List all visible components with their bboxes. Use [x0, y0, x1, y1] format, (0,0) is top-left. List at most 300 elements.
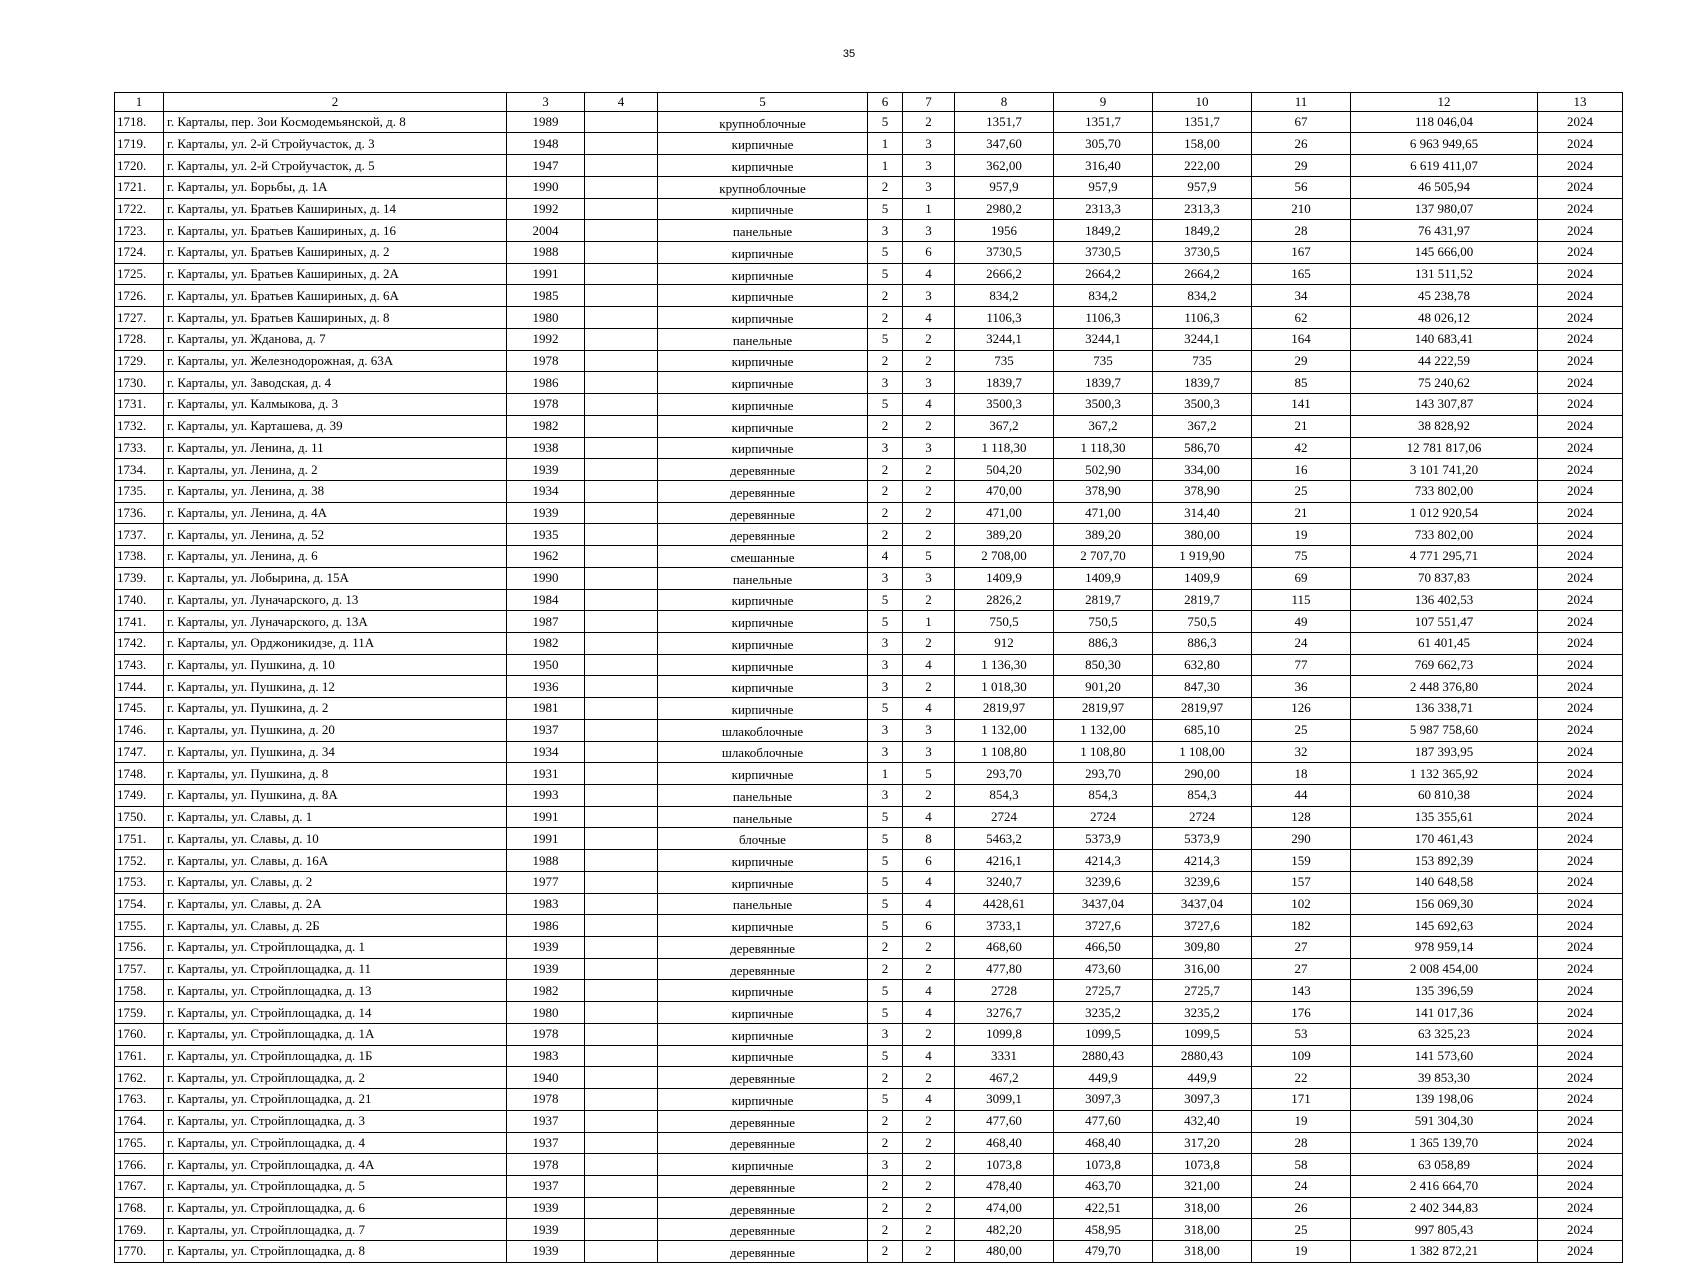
- cost-cell: 45 238,78: [1351, 285, 1538, 307]
- table-row: [115, 1089, 1623, 1111]
- address-cell: г. Карталы, ул. Пушкина, д. 34: [164, 741, 507, 763]
- blank-cell: [585, 1175, 658, 1197]
- wall-material-cell: кирпичные: [658, 850, 868, 872]
- area-owned-cell: 957,9: [1153, 176, 1252, 198]
- build-year-cell: 1991: [507, 828, 585, 850]
- residents-cell: 157: [1252, 871, 1351, 893]
- year-cell: 2024: [1538, 220, 1623, 242]
- floors-cell: 1: [868, 155, 903, 177]
- floors-cell: 3: [868, 785, 903, 807]
- wall-material-cell: кирпичные: [658, 242, 868, 264]
- residential-area-cell: 2819,97: [1054, 698, 1153, 720]
- residents-cell: 67: [1252, 111, 1351, 133]
- residential-area-cell: 3244,1: [1054, 328, 1153, 350]
- area-owned-cell: 847,30: [1153, 676, 1252, 698]
- area-owned-cell: 2819,97: [1153, 698, 1252, 720]
- blank-cell: [585, 937, 658, 959]
- build-year-cell: 1981: [507, 698, 585, 720]
- wall-material-cell: деревянные: [658, 459, 868, 481]
- row-number-cell: 1729.: [115, 350, 164, 372]
- wall-material-cell: шлакоблочные: [658, 719, 868, 741]
- wall-material-cell: панельные: [658, 328, 868, 350]
- area-owned-cell: 316,00: [1153, 958, 1252, 980]
- row-number-cell: 1744.: [115, 676, 164, 698]
- total-area-cell: 4216,1: [955, 850, 1054, 872]
- build-year-cell: 1983: [507, 1045, 585, 1067]
- area-owned-cell: 3500,3: [1153, 394, 1252, 416]
- residential-area-cell: 3500,3: [1054, 394, 1153, 416]
- residential-area-cell: 735: [1054, 350, 1153, 372]
- residential-area-cell: 901,20: [1054, 676, 1153, 698]
- row-number-cell: 1758.: [115, 980, 164, 1002]
- area-owned-cell: 317,20: [1153, 1132, 1252, 1154]
- total-area-cell: 468,40: [955, 1132, 1054, 1154]
- entrances-cell: 2: [903, 1110, 955, 1132]
- total-area-cell: 471,00: [955, 502, 1054, 524]
- blank-cell: [585, 220, 658, 242]
- entrances-cell: 2: [903, 1067, 955, 1089]
- total-area-cell: 504,20: [955, 459, 1054, 481]
- area-owned-cell: 2725,7: [1153, 980, 1252, 1002]
- floors-cell: 3: [868, 220, 903, 242]
- area-owned-cell: 1106,3: [1153, 307, 1252, 329]
- floors-cell: 5: [868, 242, 903, 264]
- residents-cell: 164: [1252, 328, 1351, 350]
- residential-area-cell: 2819,7: [1054, 589, 1153, 611]
- build-year-cell: 1939: [507, 1241, 585, 1263]
- residents-cell: 167: [1252, 242, 1351, 264]
- total-area-cell: 1409,9: [955, 567, 1054, 589]
- address-cell: г. Карталы, ул. Славы, д. 2Б: [164, 915, 507, 937]
- area-owned-cell: 3235,2: [1153, 1002, 1252, 1024]
- wall-material-cell: кирпичные: [658, 763, 868, 785]
- year-cell: 2024: [1538, 1089, 1623, 1111]
- cost-cell: 3 101 741,20: [1351, 459, 1538, 481]
- cost-cell: 187 393,95: [1351, 741, 1538, 763]
- total-area-cell: 480,00: [955, 1241, 1054, 1263]
- cost-cell: 39 853,30: [1351, 1067, 1538, 1089]
- year-cell: 2024: [1538, 1154, 1623, 1176]
- total-area-cell: 735: [955, 350, 1054, 372]
- blank-cell: [585, 806, 658, 828]
- year-cell: 2024: [1538, 328, 1623, 350]
- wall-material-cell: деревянные: [658, 1241, 868, 1263]
- entrances-cell: 1: [903, 611, 955, 633]
- floors-cell: 2: [868, 524, 903, 546]
- residential-area-cell: 458,95: [1054, 1219, 1153, 1241]
- cost-cell: 135 355,61: [1351, 806, 1538, 828]
- table-row: [115, 502, 1623, 524]
- address-cell: г. Карталы, ул. Ленина, д. 2: [164, 459, 507, 481]
- area-owned-cell: 1849,2: [1153, 220, 1252, 242]
- residents-cell: 102: [1252, 893, 1351, 915]
- column-header: 5: [658, 93, 868, 112]
- cost-cell: 733 802,00: [1351, 480, 1538, 502]
- cost-cell: 48 026,12: [1351, 307, 1538, 329]
- entrances-cell: 2: [903, 502, 955, 524]
- blank-cell: [585, 632, 658, 654]
- cost-cell: 1 382 872,21: [1351, 1241, 1538, 1263]
- residents-cell: 16: [1252, 459, 1351, 481]
- build-year-cell: 1978: [507, 1089, 585, 1111]
- blank-cell: [585, 394, 658, 416]
- entrances-cell: 5: [903, 763, 955, 785]
- wall-material-cell: кирпичные: [658, 632, 868, 654]
- year-cell: 2024: [1538, 307, 1623, 329]
- total-area-cell: 3276,7: [955, 1002, 1054, 1024]
- total-area-cell: 478,40: [955, 1175, 1054, 1197]
- residents-cell: 36: [1252, 676, 1351, 698]
- blank-cell: [585, 1089, 658, 1111]
- row-number-cell: 1725.: [115, 263, 164, 285]
- wall-material-cell: деревянные: [658, 937, 868, 959]
- row-number-cell: 1755.: [115, 915, 164, 937]
- address-cell: г. Карталы, ул. Пушкина, д. 8: [164, 763, 507, 785]
- blank-cell: [585, 828, 658, 850]
- floors-cell: 2: [868, 1241, 903, 1263]
- build-year-cell: 1940: [507, 1067, 585, 1089]
- blank-cell: [585, 719, 658, 741]
- row-number-cell: 1761.: [115, 1045, 164, 1067]
- entrances-cell: 4: [903, 1089, 955, 1111]
- year-cell: 2024: [1538, 1067, 1623, 1089]
- residential-area-cell: 2313,3: [1054, 198, 1153, 220]
- cost-cell: 4 771 295,71: [1351, 546, 1538, 568]
- blank-cell: [585, 1219, 658, 1241]
- area-owned-cell: 367,2: [1153, 415, 1252, 437]
- row-number-cell: 1724.: [115, 242, 164, 264]
- address-cell: г. Карталы, ул. Стройплощадка, д. 3: [164, 1110, 507, 1132]
- floors-cell: 3: [868, 437, 903, 459]
- year-cell: 2024: [1538, 937, 1623, 959]
- table-row: [115, 589, 1623, 611]
- entrances-cell: 2: [903, 524, 955, 546]
- total-area-cell: 1 018,30: [955, 676, 1054, 698]
- year-cell: 2024: [1538, 654, 1623, 676]
- build-year-cell: 1987: [507, 611, 585, 633]
- area-owned-cell: 449,9: [1153, 1067, 1252, 1089]
- residential-area-cell: 293,70: [1054, 763, 1153, 785]
- residents-cell: 77: [1252, 654, 1351, 676]
- address-cell: г. Карталы, ул. Братьев Кашириных, д. 2: [164, 242, 507, 264]
- row-number-cell: 1727.: [115, 307, 164, 329]
- residential-area-cell: 1 118,30: [1054, 437, 1153, 459]
- total-area-cell: 389,20: [955, 524, 1054, 546]
- total-area-cell: 1351,7: [955, 111, 1054, 133]
- floors-cell: 3: [868, 1154, 903, 1176]
- floors-cell: 2: [868, 1067, 903, 1089]
- row-number-cell: 1760.: [115, 1023, 164, 1045]
- wall-material-cell: панельные: [658, 785, 868, 807]
- entrances-cell: 2: [903, 1197, 955, 1219]
- residential-area-cell: 957,9: [1054, 176, 1153, 198]
- residential-area-cell: 1839,7: [1054, 372, 1153, 394]
- build-year-cell: 1990: [507, 567, 585, 589]
- residents-cell: 75: [1252, 546, 1351, 568]
- residential-area-cell: 471,00: [1054, 502, 1153, 524]
- floors-cell: 1: [868, 763, 903, 785]
- total-area-cell: 468,60: [955, 937, 1054, 959]
- build-year-cell: 1993: [507, 785, 585, 807]
- floors-cell: 2: [868, 937, 903, 959]
- table-row: [115, 1197, 1623, 1219]
- address-cell: г. Карталы, ул. Лобырина, д. 15А: [164, 567, 507, 589]
- area-owned-cell: 1 919,90: [1153, 546, 1252, 568]
- row-number-cell: 1748.: [115, 763, 164, 785]
- residents-cell: 44: [1252, 785, 1351, 807]
- address-cell: г. Карталы, ул. Калмыкова, д. 3: [164, 394, 507, 416]
- total-area-cell: 2724: [955, 806, 1054, 828]
- area-owned-cell: 3730,5: [1153, 242, 1252, 264]
- row-number-cell: 1751.: [115, 828, 164, 850]
- floors-cell: 3: [868, 676, 903, 698]
- total-area-cell: 1073,8: [955, 1154, 1054, 1176]
- address-cell: г. Карталы, ул. Братьев Кашириных, д. 2А: [164, 263, 507, 285]
- build-year-cell: 2004: [507, 220, 585, 242]
- entrances-cell: 3: [903, 220, 955, 242]
- address-cell: г. Карталы, ул. Братьев Кашириных, д. 16: [164, 220, 507, 242]
- blank-cell: [585, 785, 658, 807]
- year-cell: 2024: [1538, 437, 1623, 459]
- row-number-cell: 1740.: [115, 589, 164, 611]
- cost-cell: 997 805,43: [1351, 1219, 1538, 1241]
- total-area-cell: 1 118,30: [955, 437, 1054, 459]
- floors-cell: 3: [868, 719, 903, 741]
- cost-cell: 143 307,87: [1351, 394, 1538, 416]
- floors-cell: 5: [868, 198, 903, 220]
- build-year-cell: 1990: [507, 176, 585, 198]
- area-owned-cell: 2664,2: [1153, 263, 1252, 285]
- build-year-cell: 1939: [507, 1197, 585, 1219]
- floors-cell: 2: [868, 958, 903, 980]
- row-number-cell: 1769.: [115, 1219, 164, 1241]
- table-row: [115, 850, 1623, 872]
- build-year-cell: 1935: [507, 524, 585, 546]
- total-area-cell: 2728: [955, 980, 1054, 1002]
- floors-cell: 5: [868, 893, 903, 915]
- build-year-cell: 1988: [507, 850, 585, 872]
- blank-cell: [585, 1154, 658, 1176]
- area-owned-cell: 2313,3: [1153, 198, 1252, 220]
- total-area-cell: 2826,2: [955, 589, 1054, 611]
- blank-cell: [585, 285, 658, 307]
- cost-cell: 140 683,41: [1351, 328, 1538, 350]
- residential-area-cell: 3235,2: [1054, 1002, 1153, 1024]
- table-row: [115, 437, 1623, 459]
- address-cell: г. Карталы, ул. Жданова, д. 7: [164, 328, 507, 350]
- table-row: [115, 632, 1623, 654]
- address-cell: г. Карталы, пер. Зои Космодемьянской, д. 8: [164, 111, 507, 133]
- cost-cell: 141 017,36: [1351, 1002, 1538, 1024]
- area-owned-cell: 1099,5: [1153, 1023, 1252, 1045]
- column-header: 9: [1054, 93, 1153, 112]
- row-number-cell: 1763.: [115, 1089, 164, 1111]
- table-row: [115, 806, 1623, 828]
- blank-cell: [585, 893, 658, 915]
- entrances-cell: 3: [903, 741, 955, 763]
- build-year-cell: 1937: [507, 1175, 585, 1197]
- blank-cell: [585, 676, 658, 698]
- residential-area-cell: 886,3: [1054, 632, 1153, 654]
- area-owned-cell: 334,00: [1153, 459, 1252, 481]
- entrances-cell: 4: [903, 871, 955, 893]
- residents-cell: 290: [1252, 828, 1351, 850]
- entrances-cell: 4: [903, 1002, 955, 1024]
- year-cell: 2024: [1538, 589, 1623, 611]
- residents-cell: 128: [1252, 806, 1351, 828]
- row-number-cell: 1728.: [115, 328, 164, 350]
- address-cell: г. Карталы, ул. Пушкина, д. 10: [164, 654, 507, 676]
- residential-area-cell: 502,90: [1054, 459, 1153, 481]
- floors-cell: 5: [868, 394, 903, 416]
- residents-cell: 18: [1252, 763, 1351, 785]
- entrances-cell: 6: [903, 242, 955, 264]
- year-cell: 2024: [1538, 394, 1623, 416]
- wall-material-cell: смешанные: [658, 546, 868, 568]
- total-area-cell: 367,2: [955, 415, 1054, 437]
- column-header: 3: [507, 93, 585, 112]
- build-year-cell: 1992: [507, 198, 585, 220]
- floors-cell: 3: [868, 567, 903, 589]
- residents-cell: 69: [1252, 567, 1351, 589]
- blank-cell: [585, 915, 658, 937]
- wall-material-cell: деревянные: [658, 1175, 868, 1197]
- area-owned-cell: 378,90: [1153, 480, 1252, 502]
- cost-cell: 2 416 664,70: [1351, 1175, 1538, 1197]
- blank-cell: [585, 133, 658, 155]
- blank-cell: [585, 871, 658, 893]
- wall-material-cell: кирпичные: [658, 133, 868, 155]
- build-year-cell: 1939: [507, 459, 585, 481]
- area-owned-cell: 3437,04: [1153, 893, 1252, 915]
- table-row: [115, 915, 1623, 937]
- wall-material-cell: кирпичные: [658, 611, 868, 633]
- entrances-cell: 2: [903, 1154, 955, 1176]
- residents-cell: 19: [1252, 1110, 1351, 1132]
- year-cell: 2024: [1538, 785, 1623, 807]
- floors-cell: 2: [868, 1132, 903, 1154]
- floors-cell: 5: [868, 871, 903, 893]
- residents-cell: 176: [1252, 1002, 1351, 1024]
- residential-area-cell: 1073,8: [1054, 1154, 1153, 1176]
- floors-cell: 2: [868, 1175, 903, 1197]
- blank-cell: [585, 502, 658, 524]
- table-row: [115, 567, 1623, 589]
- year-cell: 2024: [1538, 546, 1623, 568]
- cost-cell: 2 008 454,00: [1351, 958, 1538, 980]
- column-header: 2: [164, 93, 507, 112]
- blank-cell: [585, 263, 658, 285]
- residents-cell: 24: [1252, 632, 1351, 654]
- residents-cell: 62: [1252, 307, 1351, 329]
- year-cell: 2024: [1538, 1197, 1623, 1219]
- entrances-cell: 5: [903, 546, 955, 568]
- residential-area-cell: 473,60: [1054, 958, 1153, 980]
- area-owned-cell: 3727,6: [1153, 915, 1252, 937]
- residential-area-cell: 422,51: [1054, 1197, 1153, 1219]
- total-area-cell: 750,5: [955, 611, 1054, 633]
- residents-cell: 21: [1252, 502, 1351, 524]
- wall-material-cell: деревянные: [658, 1219, 868, 1241]
- table-row: [115, 676, 1623, 698]
- total-area-cell: 5463,2: [955, 828, 1054, 850]
- floors-cell: 3: [868, 741, 903, 763]
- area-owned-cell: 632,80: [1153, 654, 1252, 676]
- blank-cell: [585, 111, 658, 133]
- entrances-cell: 2: [903, 111, 955, 133]
- address-cell: г. Карталы, ул. Стройплощадка, д. 4: [164, 1132, 507, 1154]
- blank-cell: [585, 546, 658, 568]
- entrances-cell: 6: [903, 850, 955, 872]
- floors-cell: 5: [868, 698, 903, 720]
- residential-area-cell: 477,60: [1054, 1110, 1153, 1132]
- area-owned-cell: 3239,6: [1153, 871, 1252, 893]
- residents-cell: 165: [1252, 263, 1351, 285]
- cost-cell: 733 802,00: [1351, 524, 1538, 546]
- year-cell: 2024: [1538, 524, 1623, 546]
- year-cell: 2024: [1538, 676, 1623, 698]
- wall-material-cell: крупноблочные: [658, 176, 868, 198]
- address-cell: г. Карталы, ул. Братьев Кашириных, д. 6А: [164, 285, 507, 307]
- address-cell: г. Карталы, ул. Стройплощадка, д. 8: [164, 1241, 507, 1263]
- entrances-cell: 2: [903, 1175, 955, 1197]
- build-year-cell: 1992: [507, 328, 585, 350]
- area-owned-cell: 750,5: [1153, 611, 1252, 633]
- table-row: [115, 828, 1623, 850]
- residential-area-cell: 3437,04: [1054, 893, 1153, 915]
- residential-area-cell: 750,5: [1054, 611, 1153, 633]
- address-cell: г. Карталы, ул. Стройплощадка, д. 1А: [164, 1023, 507, 1045]
- row-number-cell: 1759.: [115, 1002, 164, 1024]
- floors-cell: 2: [868, 415, 903, 437]
- row-number-cell: 1719.: [115, 133, 164, 155]
- area-owned-cell: 222,00: [1153, 155, 1252, 177]
- blank-cell: [585, 155, 658, 177]
- address-cell: г. Карталы, ул. Стройплощадка, д. 13: [164, 980, 507, 1002]
- year-cell: 2024: [1538, 632, 1623, 654]
- floors-cell: 2: [868, 459, 903, 481]
- wall-material-cell: шлакоблочные: [658, 741, 868, 763]
- wall-material-cell: кирпичные: [658, 285, 868, 307]
- address-cell: г. Карталы, ул. Братьев Кашириных, д. 14: [164, 198, 507, 220]
- residents-cell: 25: [1252, 719, 1351, 741]
- floors-cell: 2: [868, 176, 903, 198]
- entrances-cell: 4: [903, 893, 955, 915]
- area-owned-cell: 2819,7: [1153, 589, 1252, 611]
- cost-cell: 1 132 365,92: [1351, 763, 1538, 785]
- entrances-cell: 4: [903, 806, 955, 828]
- residents-cell: 21: [1252, 415, 1351, 437]
- address-cell: г. Карталы, ул. Пушкина, д. 8А: [164, 785, 507, 807]
- wall-material-cell: деревянные: [658, 524, 868, 546]
- address-cell: г. Карталы, ул. Славы, д. 2: [164, 871, 507, 893]
- table-row: [115, 1045, 1623, 1067]
- blank-cell: [585, 415, 658, 437]
- build-year-cell: 1937: [507, 1132, 585, 1154]
- floors-cell: 2: [868, 350, 903, 372]
- floors-cell: 5: [868, 1045, 903, 1067]
- table-row: [115, 611, 1623, 633]
- cost-cell: 145 692,63: [1351, 915, 1538, 937]
- row-number-cell: 1770.: [115, 1241, 164, 1263]
- address-cell: г. Карталы, ул. Стройплощадка, д. 6: [164, 1197, 507, 1219]
- address-cell: г. Карталы, ул. Заводская, д. 4: [164, 372, 507, 394]
- floors-cell: 5: [868, 828, 903, 850]
- entrances-cell: 2: [903, 415, 955, 437]
- address-cell: г. Карталы, ул. Стройплощадка, д. 4А: [164, 1154, 507, 1176]
- address-cell: г. Карталы, ул. Стройплощадка, д. 11: [164, 958, 507, 980]
- wall-material-cell: деревянные: [658, 958, 868, 980]
